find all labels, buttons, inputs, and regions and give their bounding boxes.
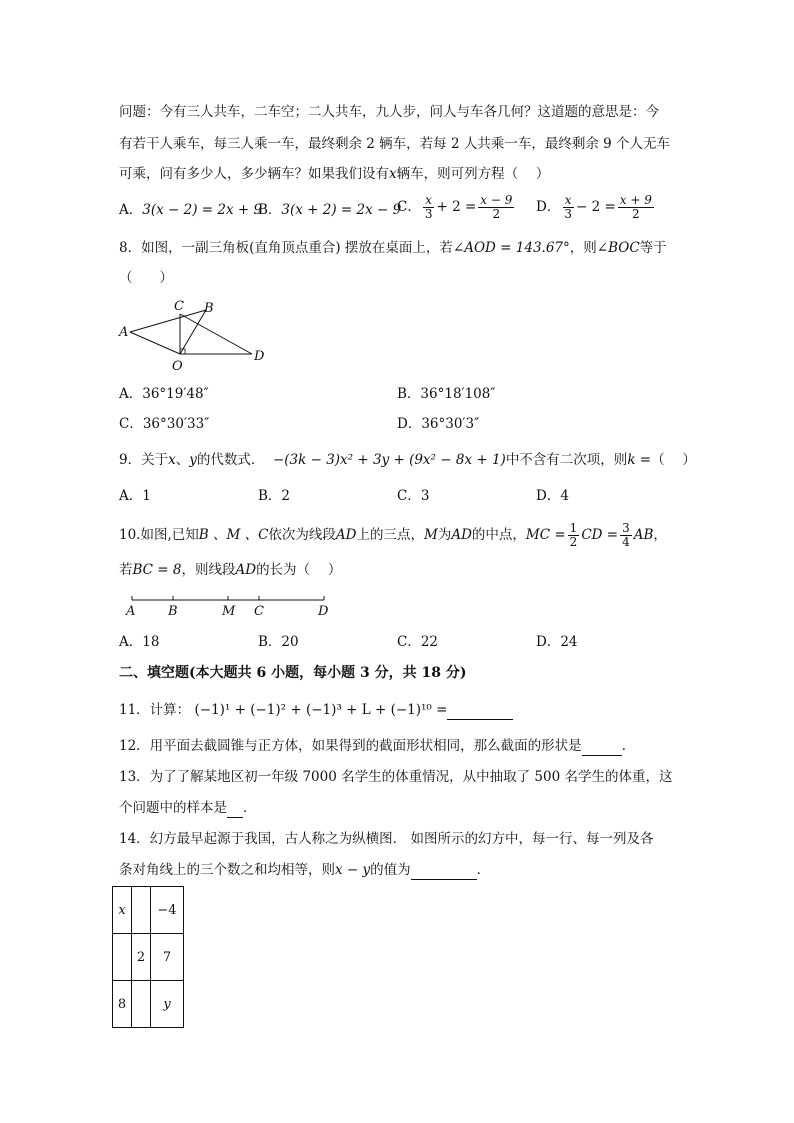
q10-line-2-a: 若	[119, 562, 133, 578]
q14-magic-square	[112, 886, 184, 1028]
q9-text-b: 的代数式．	[196, 452, 265, 468]
q10-option-a[interactable]	[119, 632, 159, 652]
q13-answer-blank[interactable]	[227, 803, 243, 818]
q8-option-a-value: 36°19′48″	[142, 386, 209, 402]
q9-text-c: 中不含有二次项，则	[505, 452, 628, 468]
q9-k-eq: k =	[627, 452, 652, 468]
q10-comma: ，	[653, 527, 667, 543]
q14-answer-blank[interactable]	[411, 865, 477, 880]
q10-frac-half: $\frac{1}{2}$	[569, 521, 578, 549]
magic-cell: y	[151, 981, 184, 1028]
q10-option-d-label: D．	[536, 634, 561, 650]
q7-option-c-mid: + 2 =	[436, 199, 477, 215]
q10-seg-ad-2: AD	[451, 527, 472, 543]
q9-text-d: （ ）	[651, 452, 696, 468]
q7-option-d-label: D．	[536, 199, 561, 215]
q8-angle-boc: ∠BOC	[596, 240, 640, 256]
q7-line-2: 有若干人乘车，每三人乘一车，最终剩余 2 辆车，若每 2 人共乘一车，最终剩余 9 个人无车	[119, 136, 671, 152]
q8-option-d-value: 36°30′3″	[421, 416, 480, 432]
q8-label-d: D	[254, 349, 265, 364]
q7-option-b-label: B．	[258, 202, 282, 218]
q10-option-d[interactable]	[536, 632, 578, 652]
magic-cell: x	[113, 887, 132, 934]
q8-line-cd	[180, 314, 252, 354]
q10-option-b-value: 20	[281, 634, 299, 650]
q10-option-a-label: A．	[119, 634, 143, 650]
q9-option-d-value: 4	[560, 488, 569, 504]
q9-option-b-value: 2	[281, 488, 291, 504]
q10-label-m: M	[222, 604, 236, 619]
q8-option-b-value: 36°18′108″	[420, 386, 496, 402]
q7-option-c-label: C．	[397, 199, 421, 215]
q7-option-b[interactable]	[258, 200, 401, 220]
q8-triangle-figure	[116, 294, 276, 374]
q8-line-1-b: ，则	[569, 240, 597, 256]
q8-option-a[interactable]	[119, 384, 209, 404]
q7-option-d-mid: − 2 =	[575, 199, 616, 215]
q8-option-c-value: 36°30′33″	[142, 416, 210, 432]
q8-option-c-label: C．	[119, 416, 143, 432]
q12-end: ．	[621, 738, 636, 754]
magic-cell	[132, 981, 151, 1028]
q12-line	[119, 736, 635, 756]
q13-line-1: 13．为了了解某地区初一年级 7000 名学生的体重情况，从中抽取了 500 名学生的体重，这	[119, 769, 673, 785]
q10-cd: CD =	[581, 527, 619, 543]
q10-frac-three-quarters: $\frac{3}{4}$	[622, 521, 630, 549]
q11-expression: (−1)¹ + (−1)² + (−1)³ + L + (−1)¹⁰ =	[194, 702, 448, 718]
q11-answer-blank[interactable]	[447, 705, 513, 720]
q10-text-a: 10.如图,已知	[119, 527, 199, 543]
magic-cell: 7	[151, 934, 184, 981]
q8-option-d-label: D．	[397, 416, 422, 432]
q8-label-a: A	[119, 325, 129, 340]
q7-option-a[interactable]	[119, 200, 262, 220]
q10-option-b-label: B．	[258, 634, 282, 650]
q10-label-c: C	[254, 604, 264, 619]
q10-seg-ad: AD	[335, 527, 357, 543]
q9-option-d-label: D．	[536, 488, 561, 504]
q8-option-d[interactable]	[397, 414, 479, 434]
q11-line	[119, 700, 513, 720]
q10-text-b: 依次为线段	[268, 527, 336, 543]
q13-line-2-a: 个问题中的样本是	[119, 800, 227, 816]
q9-var-y: y	[189, 452, 197, 468]
q7-option-c-frac-1: $\frac{x}{3}$	[424, 193, 433, 221]
magic-cell	[113, 934, 132, 981]
q8-option-b[interactable]	[397, 384, 495, 404]
q14-line-2-b: 的值为	[370, 862, 411, 878]
q10-points: B 、M 、C	[198, 527, 269, 543]
q12-answer-blank[interactable]	[582, 741, 622, 756]
magic-cell: 2	[132, 934, 151, 981]
q10-option-d-value: 24	[560, 634, 578, 650]
q13-line-2	[119, 798, 257, 818]
q7-option-d-frac-2: $\frac{x + 9}{2}$	[619, 193, 652, 221]
q14-end: ．	[476, 862, 491, 878]
q7-line-1: 问题：今有三人共车，二车空；二人共车，九人步，问人与车各几何？这道题的意思是：今	[119, 104, 659, 120]
magic-row	[113, 981, 184, 1028]
q8-option-a-label: A．	[119, 386, 143, 402]
q8-angle-aod: ∠AOD = 143.67°	[452, 240, 570, 256]
q9-option-b[interactable]	[258, 486, 290, 506]
q8-label-o: O	[172, 359, 183, 374]
q14-line-2	[119, 860, 490, 880]
q9-text-a: 9．关于	[119, 452, 169, 468]
q7-option-b-value: 3(x + 2) = 2x − 9	[281, 202, 402, 218]
q13-end: ．	[243, 800, 257, 816]
q9-expression: −(3k − 3)x² + 3y + (9x² − 8x + 1)	[272, 452, 506, 468]
q10-line-1	[119, 522, 667, 549]
q10-option-b[interactable]	[258, 632, 299, 652]
q10-text-c: 上的三点，	[356, 527, 424, 543]
q10-line-2-c: 的长为（ ）	[256, 562, 342, 578]
q10-line-2-b: ，则线段	[181, 562, 236, 578]
q9-var-x: x	[168, 452, 176, 468]
q10-segment-figure	[122, 592, 342, 622]
q8-line-1-a: 8．如图，一副三角板(直角顶点重合) 摆放在桌面上，若	[119, 240, 453, 256]
q11-text: 11．计算：	[119, 702, 191, 718]
q10-point-m: M	[424, 527, 438, 543]
q7-option-d-frac-1: $\frac{x}{3}$	[564, 193, 572, 221]
q10-bc: BC = 8	[132, 562, 182, 578]
q7-option-c[interactable]	[397, 194, 516, 221]
q10-option-c[interactable]	[397, 632, 438, 652]
q10-text-d: 为	[437, 527, 452, 543]
q10-label-b: B	[168, 604, 178, 619]
q8-label-b: B	[204, 301, 214, 316]
q7-line-3-a: 可乘，问有多少人，多少辆车？如果我们设有	[119, 166, 389, 182]
q10-label-d: D	[318, 604, 329, 619]
q14-line-2-a: 条对角线上的三个数之和均相等，则	[119, 862, 335, 878]
q9-option-b-label: B．	[258, 488, 282, 504]
q10-option-a-value: 18	[142, 634, 160, 650]
q14-line-1: 14．幻方最早起源于我国，古人称之为纵横图． 如图所示的幻方中，每一行、每一列及各	[119, 831, 654, 847]
q7-line-3-b: 辆车，则可列方程（ ）	[396, 166, 550, 182]
q10-seg-ad-3: AD	[235, 562, 257, 578]
q9-sep: 、	[175, 452, 190, 468]
q8-line-1	[119, 238, 667, 258]
q9-option-c-value: 3	[420, 488, 430, 504]
magic-cell	[132, 887, 151, 934]
q7-option-c-frac-2: $\frac{x - 9}{2}$	[480, 193, 513, 221]
q7-option-d[interactable]	[536, 194, 656, 221]
q7-line-3	[119, 164, 549, 184]
q8-line-1-c: 等于	[639, 240, 667, 256]
q10-ab: AB	[633, 527, 654, 543]
q9-option-a[interactable]	[119, 486, 151, 506]
q10-option-c-value: 22	[420, 634, 439, 650]
q10-option-c-label: C．	[397, 634, 421, 650]
q10-label-a: A	[126, 604, 136, 619]
q9-option-c-label: C．	[397, 488, 421, 504]
q9-option-c[interactable]	[397, 486, 429, 506]
q8-line-ao	[130, 332, 180, 354]
q10-mc: MC =	[525, 527, 566, 543]
q8-option-c[interactable]	[119, 414, 209, 434]
magic-cell: −4	[151, 887, 184, 934]
q7-option-a-value: 3(x − 2) = 2x + 9	[142, 202, 263, 218]
q7-option-a-label: A．	[119, 202, 143, 218]
q10-line-2	[119, 560, 341, 580]
q10-text-e: 的中点，	[471, 527, 526, 543]
magic-row	[113, 934, 184, 981]
q12-text: 12．用平面去截圆锥与正方体，如果得到的截面形状相同，那么截面的形状是	[119, 738, 582, 754]
q9-option-a-value: 1	[142, 488, 151, 504]
q9-option-a-label: A．	[119, 488, 143, 504]
q9-line	[119, 450, 696, 470]
q8-line-2: （ ）	[119, 270, 173, 286]
q14-expression: x − y	[335, 862, 371, 878]
magic-row	[113, 887, 184, 934]
q8-label-c: C	[174, 299, 184, 314]
q7-var-x: x	[389, 166, 397, 182]
section-2-heading: 二、填空题(本大题共 6 小题，每小题 3 分，共 18 分)	[119, 665, 467, 681]
magic-cell: 8	[113, 981, 132, 1028]
q8-option-b-label: B．	[397, 386, 421, 402]
q9-option-d[interactable]	[536, 486, 569, 506]
